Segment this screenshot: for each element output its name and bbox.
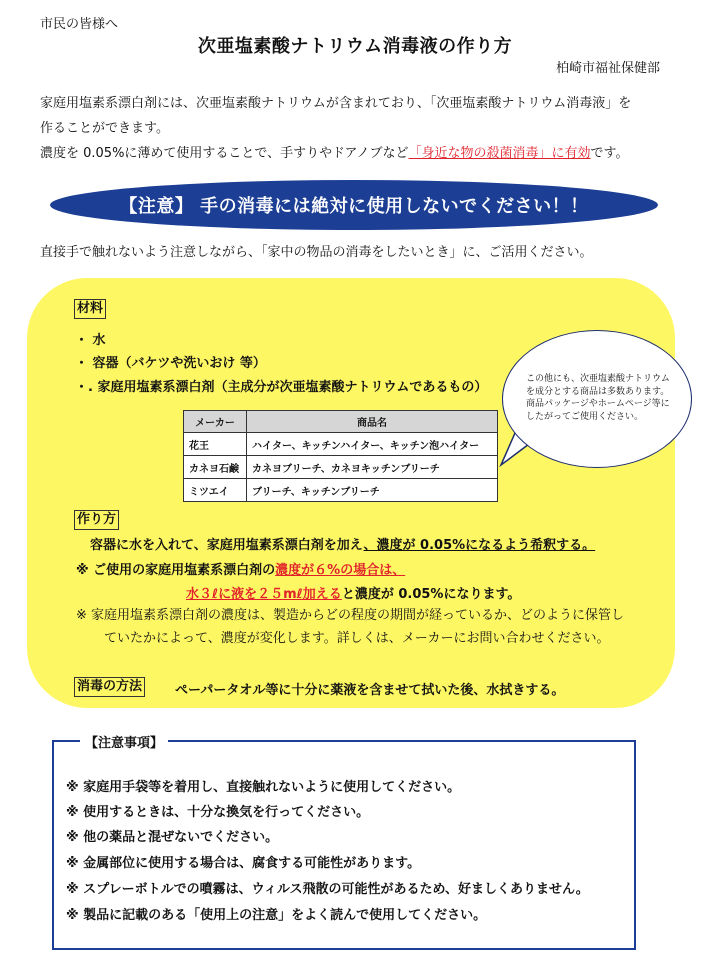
- dilution-ratio: [186, 583, 520, 602]
- precaution-item: ※ 家庭用手袋等を着用し、直接触れないように使用してください。: [66, 780, 461, 795]
- intro-line-3-prefix: 濃度を 0.05%に薄めて使用することで、手すりやドアノブなど: [40, 146, 409, 161]
- table-cell-maker: 花王: [184, 433, 247, 456]
- precautions-title: 【注意事項】: [80, 732, 168, 751]
- intro-line-3-suffix: です。: [590, 146, 629, 161]
- table-row: [184, 433, 498, 456]
- concentration-note-prefix: ※ ご使用の家庭用塩素系漂白剤の: [76, 563, 276, 578]
- method-text: ペーパータオル等に十分に薬液を含ませて拭いた後、水拭きする。: [175, 683, 565, 698]
- how-to-step-prefix: 容器に水を入れて、家庭用塩素系漂白剤を加え: [90, 538, 364, 553]
- storage-note-line-2: ていたかによって、濃度が変化します。詳しくは、メーカーにお問い合わせください。: [104, 631, 610, 646]
- dilution-suffix: と濃度が 0.05%になります。: [341, 587, 521, 602]
- how-to-step: [90, 534, 595, 553]
- material-item-container: ・ 容器（バケツや洗いおけ 等）: [75, 356, 266, 371]
- table-cell-product: ハイター、キッチンハイター、キッチン泡ハイター: [247, 433, 498, 456]
- greeting: 市民の皆様へ: [40, 17, 119, 32]
- table-row: [184, 456, 498, 479]
- method-label: 消毒の方法: [74, 677, 145, 697]
- how-to-label: 作り方: [74, 510, 119, 530]
- precaution-item: ※ 他の薬品と混ぜないでください。: [66, 830, 279, 845]
- table-cell-product: ブリーチ、キッチンブリーチ: [247, 479, 498, 502]
- table-row: [184, 479, 498, 502]
- precaution-item: ※ スプレーボトルでの噴霧は、ウィルス飛散の可能性があるため、好ましくありません。: [66, 882, 589, 897]
- intro-line-2: 作ることができます。: [40, 121, 169, 136]
- intro-paragraph: [40, 91, 680, 166]
- table-cell-maker: カネヨ石鹸: [184, 456, 247, 479]
- concentration-note: [76, 559, 405, 578]
- table-header-product: 商品名: [247, 411, 498, 433]
- how-to-step-underlined: 、濃度が 0.05%になるよう希釈する。: [363, 538, 596, 553]
- speech-bubble-text: この他にも、次亜塩素酸ナトリウムを成分とする商品は多数あります。商品パッケージやホームページ等にしたがってご使用ください。: [526, 374, 670, 422]
- direct-use-note: 直接手で触れないよう注意しながら、「家中の物品の消毒をしたいとき」に、ご活用ください。: [40, 245, 593, 260]
- dilution-highlight: 水３ℓに液を２５mℓ加える: [186, 587, 342, 602]
- brand-table: [183, 410, 498, 502]
- material-item-bleach: ・. 家庭用塩素系漂白剤（主成分が次亜塩素酸ナトリウムであるもの）: [75, 380, 488, 395]
- storage-note-line-1: ※ 家庭用塩素系漂白剤の濃度は、製造からどの程度の期間が経っているか、どのように保管し: [76, 608, 625, 623]
- intro-highlight: 「身近な物の殺菌消毒」に有効: [408, 146, 591, 161]
- storage-note: [76, 604, 636, 650]
- precaution-item: ※ 使用するときは、十分な換気を行ってください。: [66, 805, 370, 820]
- concentration-highlight: 濃度が６%の場合は、: [275, 563, 406, 578]
- materials-label: 材料: [74, 299, 106, 319]
- table-cell-maker: ミツエイ: [184, 479, 247, 502]
- page-title: 次亜塩素酸ナトリウム消毒液の作り方: [197, 36, 513, 57]
- table-header-row: [184, 411, 498, 433]
- department-name: 柏崎市福祉保健部: [555, 61, 660, 76]
- material-item-water: ・ 水: [75, 333, 106, 348]
- precaution-item: ※ 製品に記載のある「使用上の注意」をよく読んで使用してください。: [66, 908, 487, 923]
- table-header-maker: メーカー: [184, 411, 247, 433]
- intro-line-3: [40, 141, 680, 166]
- warning-banner: 【注意】 手の消毒には絶対に使用しないでください！！: [50, 180, 658, 230]
- intro-line-1: 家庭用塩素系漂白剤には、次亜塩素酸ナトリウムが含まれており、「次亜塩素酸ナトリウム消毒液」を: [40, 96, 632, 111]
- precaution-item: ※ 金属部位に使用する場合は、腐食する可能性があります。: [66, 856, 421, 871]
- table-cell-product: カネヨブリーチ、カネヨキッチンブリーチ: [247, 456, 498, 479]
